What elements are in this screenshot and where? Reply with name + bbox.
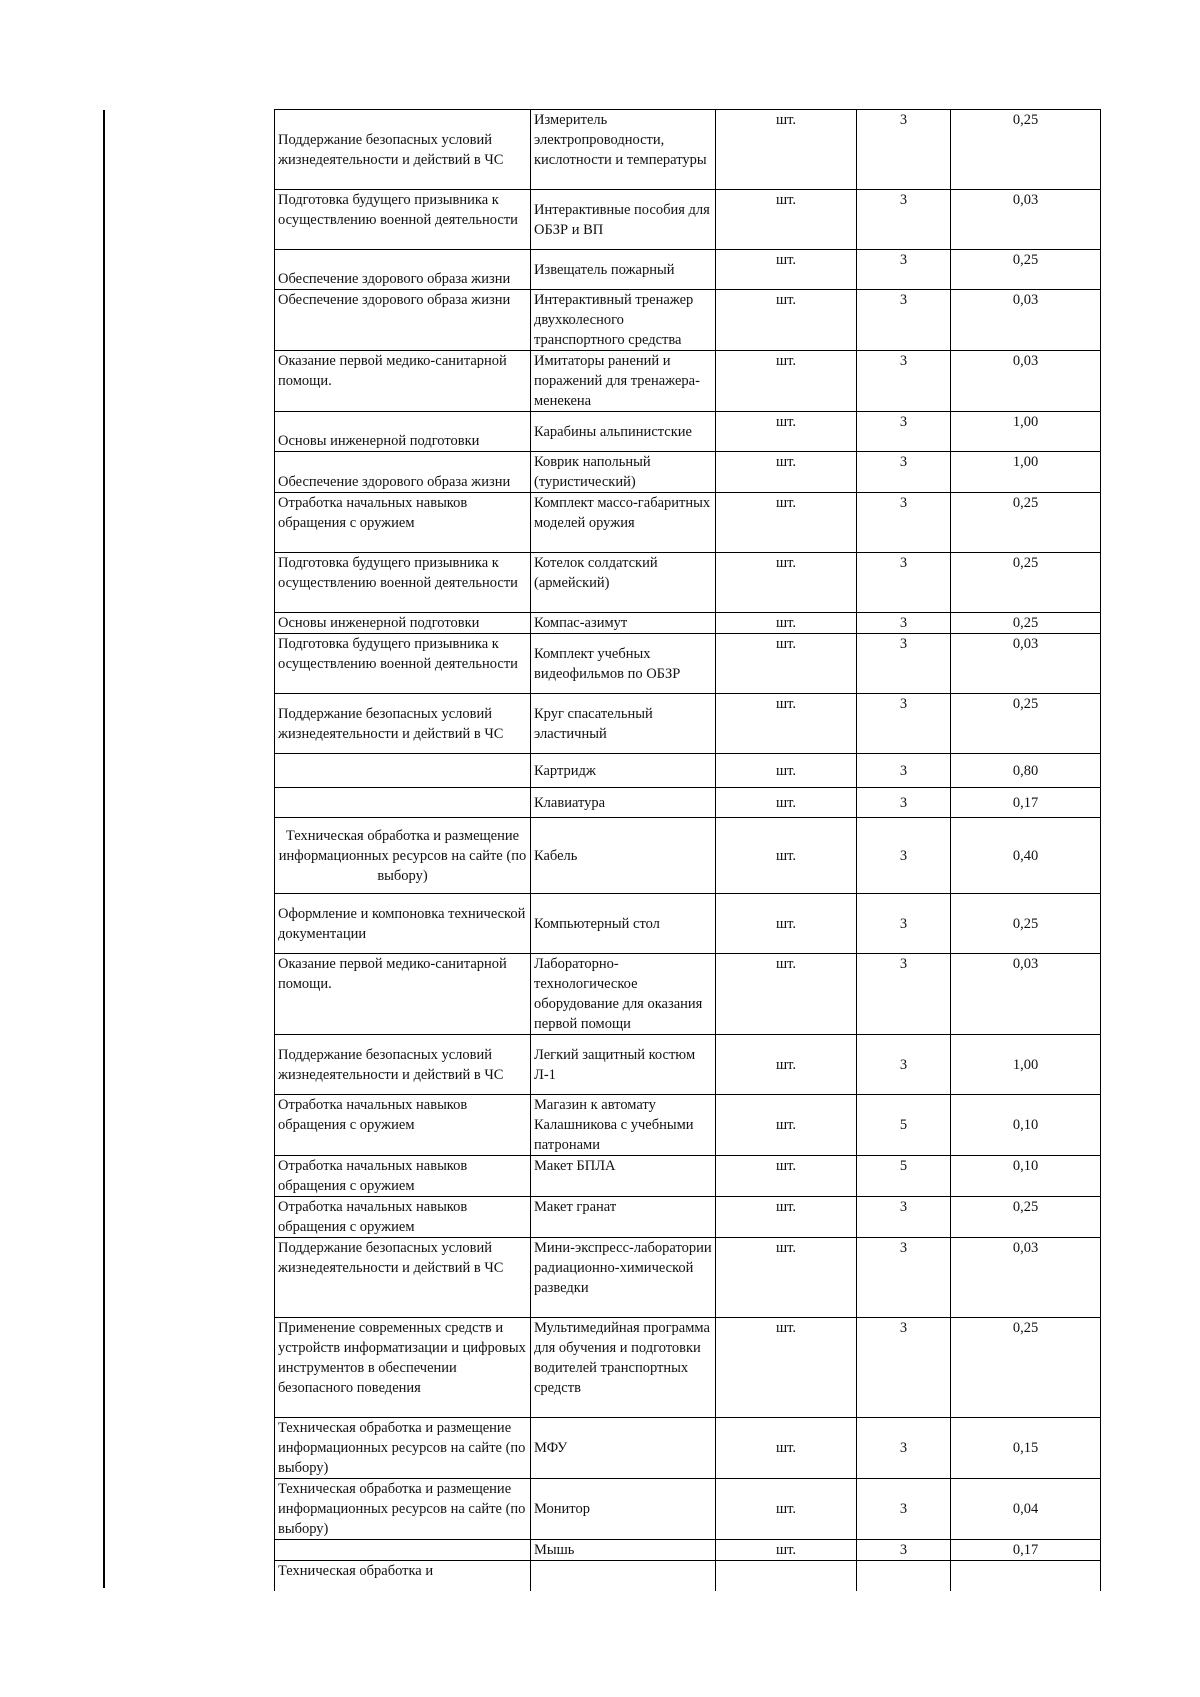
unit-cell: шт. bbox=[716, 634, 857, 694]
unit-cell: шт. bbox=[716, 788, 857, 818]
table-row bbox=[275, 694, 1101, 754]
unit-cell: шт. bbox=[716, 694, 857, 754]
item-cell: Измеритель электропроводности, кислотности и температуры bbox=[531, 110, 716, 190]
table-row bbox=[275, 1238, 1101, 1318]
topic-cell: Отработка начальных навыков обращения с оружием bbox=[275, 1156, 531, 1197]
quantity-cell: 3 bbox=[857, 1318, 951, 1418]
item-cell: МФУ bbox=[531, 1418, 716, 1479]
item-cell: Макет БПЛА bbox=[531, 1156, 716, 1197]
unit-cell: шт. bbox=[716, 412, 857, 452]
quantity-cell: 3 bbox=[857, 351, 951, 412]
topic-cell: Поддержание безопасных условий жизнедеятельности и действий в ЧС bbox=[275, 1035, 531, 1095]
norm-cell: 0,03 bbox=[951, 351, 1101, 412]
table-row bbox=[275, 634, 1101, 694]
table-row bbox=[275, 613, 1101, 634]
quantity-cell: 3 bbox=[857, 493, 951, 553]
table-row bbox=[275, 1561, 1101, 1591]
item-cell: Мультимедийная программа для обучения и подготовки водителей транспортных средств bbox=[531, 1318, 716, 1418]
table-row bbox=[275, 788, 1101, 818]
table-row bbox=[275, 1318, 1101, 1418]
unit-cell: шт. bbox=[716, 1318, 857, 1418]
norm-cell: 0,03 bbox=[951, 1238, 1101, 1318]
quantity-cell: 3 bbox=[857, 1479, 951, 1540]
norm-cell: 0,15 bbox=[951, 1418, 1101, 1479]
quantity-cell: 3 bbox=[857, 613, 951, 634]
item-cell: Имитаторы ранений и поражений для тренажера-менекена bbox=[531, 351, 716, 412]
table-row bbox=[275, 412, 1101, 452]
topic-cell: Обеспечение здорового образа жизни bbox=[275, 290, 531, 351]
item-cell: Лабораторно-технологическое оборудование для оказания первой помощи bbox=[531, 954, 716, 1035]
table-row bbox=[275, 290, 1101, 351]
quantity-cell: 5 bbox=[857, 1156, 951, 1197]
item-cell: Коврик напольный (туристический) bbox=[531, 452, 716, 493]
quantity-cell: 3 bbox=[857, 412, 951, 452]
norm-cell: 1,00 bbox=[951, 412, 1101, 452]
quantity-cell: 3 bbox=[857, 1197, 951, 1238]
item-cell: Интерактивный тренажер двухколесного транспортного средства bbox=[531, 290, 716, 351]
norm-cell: 1,00 bbox=[951, 1035, 1101, 1095]
topic-cell: Техническая обработка и размещение информационных ресурсов на сайте (по выбору) bbox=[275, 1418, 531, 1479]
unit-cell: шт. bbox=[716, 553, 857, 613]
topic-cell: Подготовка будущего призывника к осуществлению военной деятельности bbox=[275, 634, 531, 694]
topic-cell: Основы инженерной подготовки bbox=[275, 412, 531, 452]
table-row bbox=[275, 250, 1101, 290]
unit-cell: шт. bbox=[716, 894, 857, 954]
norm-cell: 0,03 bbox=[951, 634, 1101, 694]
norm-cell: 0,25 bbox=[951, 553, 1101, 613]
topic-cell bbox=[275, 754, 531, 788]
quantity-cell: 5 bbox=[857, 1095, 951, 1156]
quantity-cell: 3 bbox=[857, 894, 951, 954]
quantity-cell: 3 bbox=[857, 634, 951, 694]
item-cell: Макет гранат bbox=[531, 1197, 716, 1238]
topic-cell: Техническая обработка и размещение информационных ресурсов на сайте (по выбору) bbox=[275, 1479, 531, 1540]
unit-cell: шт. bbox=[716, 1197, 857, 1238]
topic-cell: Оказание первой медико-санитарной помощи. bbox=[275, 954, 531, 1035]
norm-cell: 0,80 bbox=[951, 754, 1101, 788]
table-row bbox=[275, 190, 1101, 250]
table-row bbox=[275, 894, 1101, 954]
item-cell: Котелок солдатский (армейский) bbox=[531, 553, 716, 613]
unit-cell: шт. bbox=[716, 1479, 857, 1540]
item-cell: Комплект учебных видеофильмов по ОБЗР bbox=[531, 634, 716, 694]
topic-cell: Подготовка будущего призывника к осуществлению военной деятельности bbox=[275, 553, 531, 613]
unit-cell: шт. bbox=[716, 613, 857, 634]
item-cell: Круг спасательный эластичный bbox=[531, 694, 716, 754]
topic-cell: Поддержание безопасных условий жизнедеятельности и действий в ЧС bbox=[275, 694, 531, 754]
norm-cell: 0,03 bbox=[951, 190, 1101, 250]
item-cell: Мышь bbox=[531, 1540, 716, 1561]
table-row bbox=[275, 351, 1101, 412]
norm-cell: 0,25 bbox=[951, 694, 1101, 754]
topic-cell: Поддержание безопасных условий жизнедеятельности и действий в ЧС bbox=[275, 110, 531, 190]
item-cell: Комплект массо-габаритных моделей оружия bbox=[531, 493, 716, 553]
topic-cell: Отработка начальных навыков обращения с оружием bbox=[275, 1095, 531, 1156]
item-cell: Клавиатура bbox=[531, 788, 716, 818]
topic-cell: Техническая обработка и bbox=[275, 1561, 531, 1591]
quantity-cell: 3 bbox=[857, 694, 951, 754]
table-row bbox=[275, 1479, 1101, 1540]
norm-cell: 0,10 bbox=[951, 1156, 1101, 1197]
topic-cell: Обеспечение здорового образа жизни bbox=[275, 250, 531, 290]
table-row bbox=[275, 1418, 1101, 1479]
unit-cell: шт. bbox=[716, 818, 857, 894]
table-row bbox=[275, 954, 1101, 1035]
item-cell: Картридж bbox=[531, 754, 716, 788]
item-cell: Компас-азимут bbox=[531, 613, 716, 634]
item-cell: Интерактивные пособия для ОБЗР и ВП bbox=[531, 190, 716, 250]
item-cell bbox=[531, 1561, 716, 1591]
table-row bbox=[275, 110, 1101, 190]
item-cell: Мини-экспресс-лаборатории радиационно-химической разведки bbox=[531, 1238, 716, 1318]
norm-cell: 1,00 bbox=[951, 452, 1101, 493]
table-row bbox=[275, 1197, 1101, 1238]
topic-cell bbox=[275, 1540, 531, 1561]
norm-cell: 0,17 bbox=[951, 788, 1101, 818]
unit-cell: шт. bbox=[716, 1035, 857, 1095]
quantity-cell: 3 bbox=[857, 788, 951, 818]
norm-cell: 0,25 bbox=[951, 1197, 1101, 1238]
unit-cell: шт. bbox=[716, 110, 857, 190]
norm-cell: 0,25 bbox=[951, 894, 1101, 954]
quantity-cell: 3 bbox=[857, 754, 951, 788]
unit-cell: шт. bbox=[716, 1156, 857, 1197]
unit-cell: шт. bbox=[716, 290, 857, 351]
quantity-cell bbox=[857, 1561, 951, 1591]
quantity-cell: 3 bbox=[857, 110, 951, 190]
table-row bbox=[275, 1035, 1101, 1095]
norm-cell: 0,04 bbox=[951, 1479, 1101, 1540]
norm-cell bbox=[951, 1561, 1101, 1591]
item-cell: Легкий защитный костюм Л-1 bbox=[531, 1035, 716, 1095]
table-row bbox=[275, 452, 1101, 493]
norm-cell: 0,17 bbox=[951, 1540, 1101, 1561]
topic-cell: Техническая обработка и размещение информационных ресурсов на сайте (по выбору) bbox=[275, 818, 531, 894]
topic-cell: Обеспечение здорового образа жизни bbox=[275, 452, 531, 493]
quantity-cell: 3 bbox=[857, 250, 951, 290]
item-cell: Монитор bbox=[531, 1479, 716, 1540]
quantity-cell: 3 bbox=[857, 1035, 951, 1095]
quantity-cell: 3 bbox=[857, 818, 951, 894]
table-row bbox=[275, 1540, 1101, 1561]
table-body bbox=[275, 110, 1101, 1591]
norm-cell: 0,25 bbox=[951, 110, 1101, 190]
unit-cell: шт. bbox=[716, 1238, 857, 1318]
equipment-table bbox=[274, 109, 1101, 1591]
table-row bbox=[275, 818, 1101, 894]
quantity-cell: 3 bbox=[857, 954, 951, 1035]
norm-cell: 0,10 bbox=[951, 1095, 1101, 1156]
item-cell: Карабины альпинистские bbox=[531, 412, 716, 452]
quantity-cell: 3 bbox=[857, 1238, 951, 1318]
quantity-cell: 3 bbox=[857, 290, 951, 351]
norm-cell: 0,40 bbox=[951, 818, 1101, 894]
item-cell: Кабель bbox=[531, 818, 716, 894]
table-row bbox=[275, 754, 1101, 788]
topic-cell: Применение современных средств и устройств информатизации и цифровых инструментов в обеспечении безопасного поведения bbox=[275, 1318, 531, 1418]
unit-cell bbox=[716, 1561, 857, 1591]
norm-cell: 0,25 bbox=[951, 493, 1101, 553]
unit-cell: шт. bbox=[716, 954, 857, 1035]
unit-cell: шт. bbox=[716, 452, 857, 493]
quantity-cell: 3 bbox=[857, 553, 951, 613]
unit-cell: шт. bbox=[716, 754, 857, 788]
left-margin-rule bbox=[103, 110, 105, 1588]
norm-cell: 0,25 bbox=[951, 613, 1101, 634]
quantity-cell: 3 bbox=[857, 190, 951, 250]
topic-cell: Основы инженерной подготовки bbox=[275, 613, 531, 634]
unit-cell: шт. bbox=[716, 190, 857, 250]
unit-cell: шт. bbox=[716, 493, 857, 553]
topic-cell: Отработка начальных навыков обращения с оружием bbox=[275, 1197, 531, 1238]
unit-cell: шт. bbox=[716, 351, 857, 412]
item-cell: Магазин к автомату Калашникова с учебными патронами bbox=[531, 1095, 716, 1156]
topic-cell: Оказание первой медико-санитарной помощи. bbox=[275, 351, 531, 412]
quantity-cell: 3 bbox=[857, 1540, 951, 1561]
unit-cell: шт. bbox=[716, 1418, 857, 1479]
norm-cell: 0,25 bbox=[951, 250, 1101, 290]
unit-cell: шт. bbox=[716, 1540, 857, 1561]
topic-cell: Поддержание безопасных условий жизнедеятельности и действий в ЧС bbox=[275, 1238, 531, 1318]
table-row bbox=[275, 1095, 1101, 1156]
unit-cell: шт. bbox=[716, 250, 857, 290]
table-row bbox=[275, 493, 1101, 553]
item-cell: Извещатель пожарный bbox=[531, 250, 716, 290]
unit-cell: шт. bbox=[716, 1095, 857, 1156]
norm-cell: 0,25 bbox=[951, 1318, 1101, 1418]
item-cell: Компьютерный стол bbox=[531, 894, 716, 954]
topic-cell: Отработка начальных навыков обращения с оружием bbox=[275, 493, 531, 553]
topic-cell bbox=[275, 788, 531, 818]
norm-cell: 0,03 bbox=[951, 954, 1101, 1035]
quantity-cell: 3 bbox=[857, 452, 951, 493]
topic-cell: Оформление и компоновка технической документации bbox=[275, 894, 531, 954]
table-row bbox=[275, 553, 1101, 613]
topic-cell: Подготовка будущего призывника к осуществлению военной деятельности bbox=[275, 190, 531, 250]
table-row bbox=[275, 1156, 1101, 1197]
norm-cell: 0,03 bbox=[951, 290, 1101, 351]
quantity-cell: 3 bbox=[857, 1418, 951, 1479]
